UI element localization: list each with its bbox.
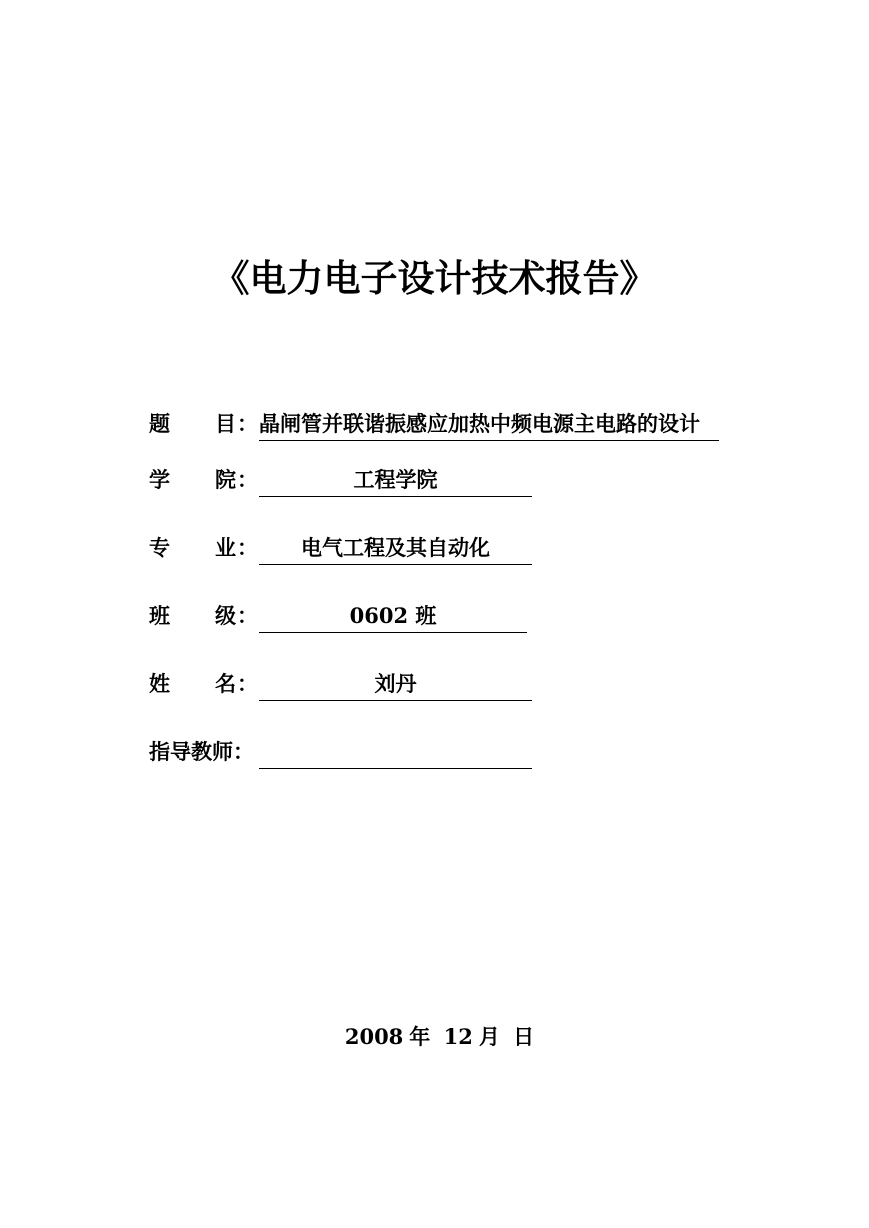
major-value: 电气工程及其自动化 [259,533,532,565]
name-label-colon: ： [237,671,258,696]
date-month: 12 [443,1024,473,1049]
topic-label-colon: ： [237,411,258,436]
class-label-colon: ： [237,603,258,628]
class-value: 0602 班 [259,601,527,633]
date-year-unit: 年 [409,1024,431,1049]
college-label-char-1: 学 [149,467,170,492]
date-year: 2008 [344,1024,404,1049]
topic-value: 晶闸管并联谐振感应加热中频电源主电路的设计 [259,409,719,441]
class-label-char-2: 级 [215,603,236,628]
name-value: 刘丹 [259,669,532,701]
report-date [0,1022,869,1052]
major-label-colon: ： [237,535,258,560]
name-label-char-1: 姓 [149,671,170,696]
report-title: 《电力电子设计技术报告》 [212,256,657,300]
advisor-label: 指导教师： [149,739,254,764]
college-label-char-2: 院 [215,467,236,492]
college-label-colon: ： [237,467,258,492]
advisor-value [259,737,532,769]
date-day-unit: 日 [513,1024,535,1049]
date-month-unit: 月 [478,1024,500,1049]
college-value: 工程学院 [259,465,532,497]
major-label-char-1: 专 [149,535,170,560]
topic-label-char-1: 题 [149,411,170,436]
class-label-char-1: 班 [149,603,170,628]
name-label-char-2: 名 [215,671,236,696]
major-label-char-2: 业 [215,535,236,560]
topic-label-char-2: 目 [215,411,236,436]
